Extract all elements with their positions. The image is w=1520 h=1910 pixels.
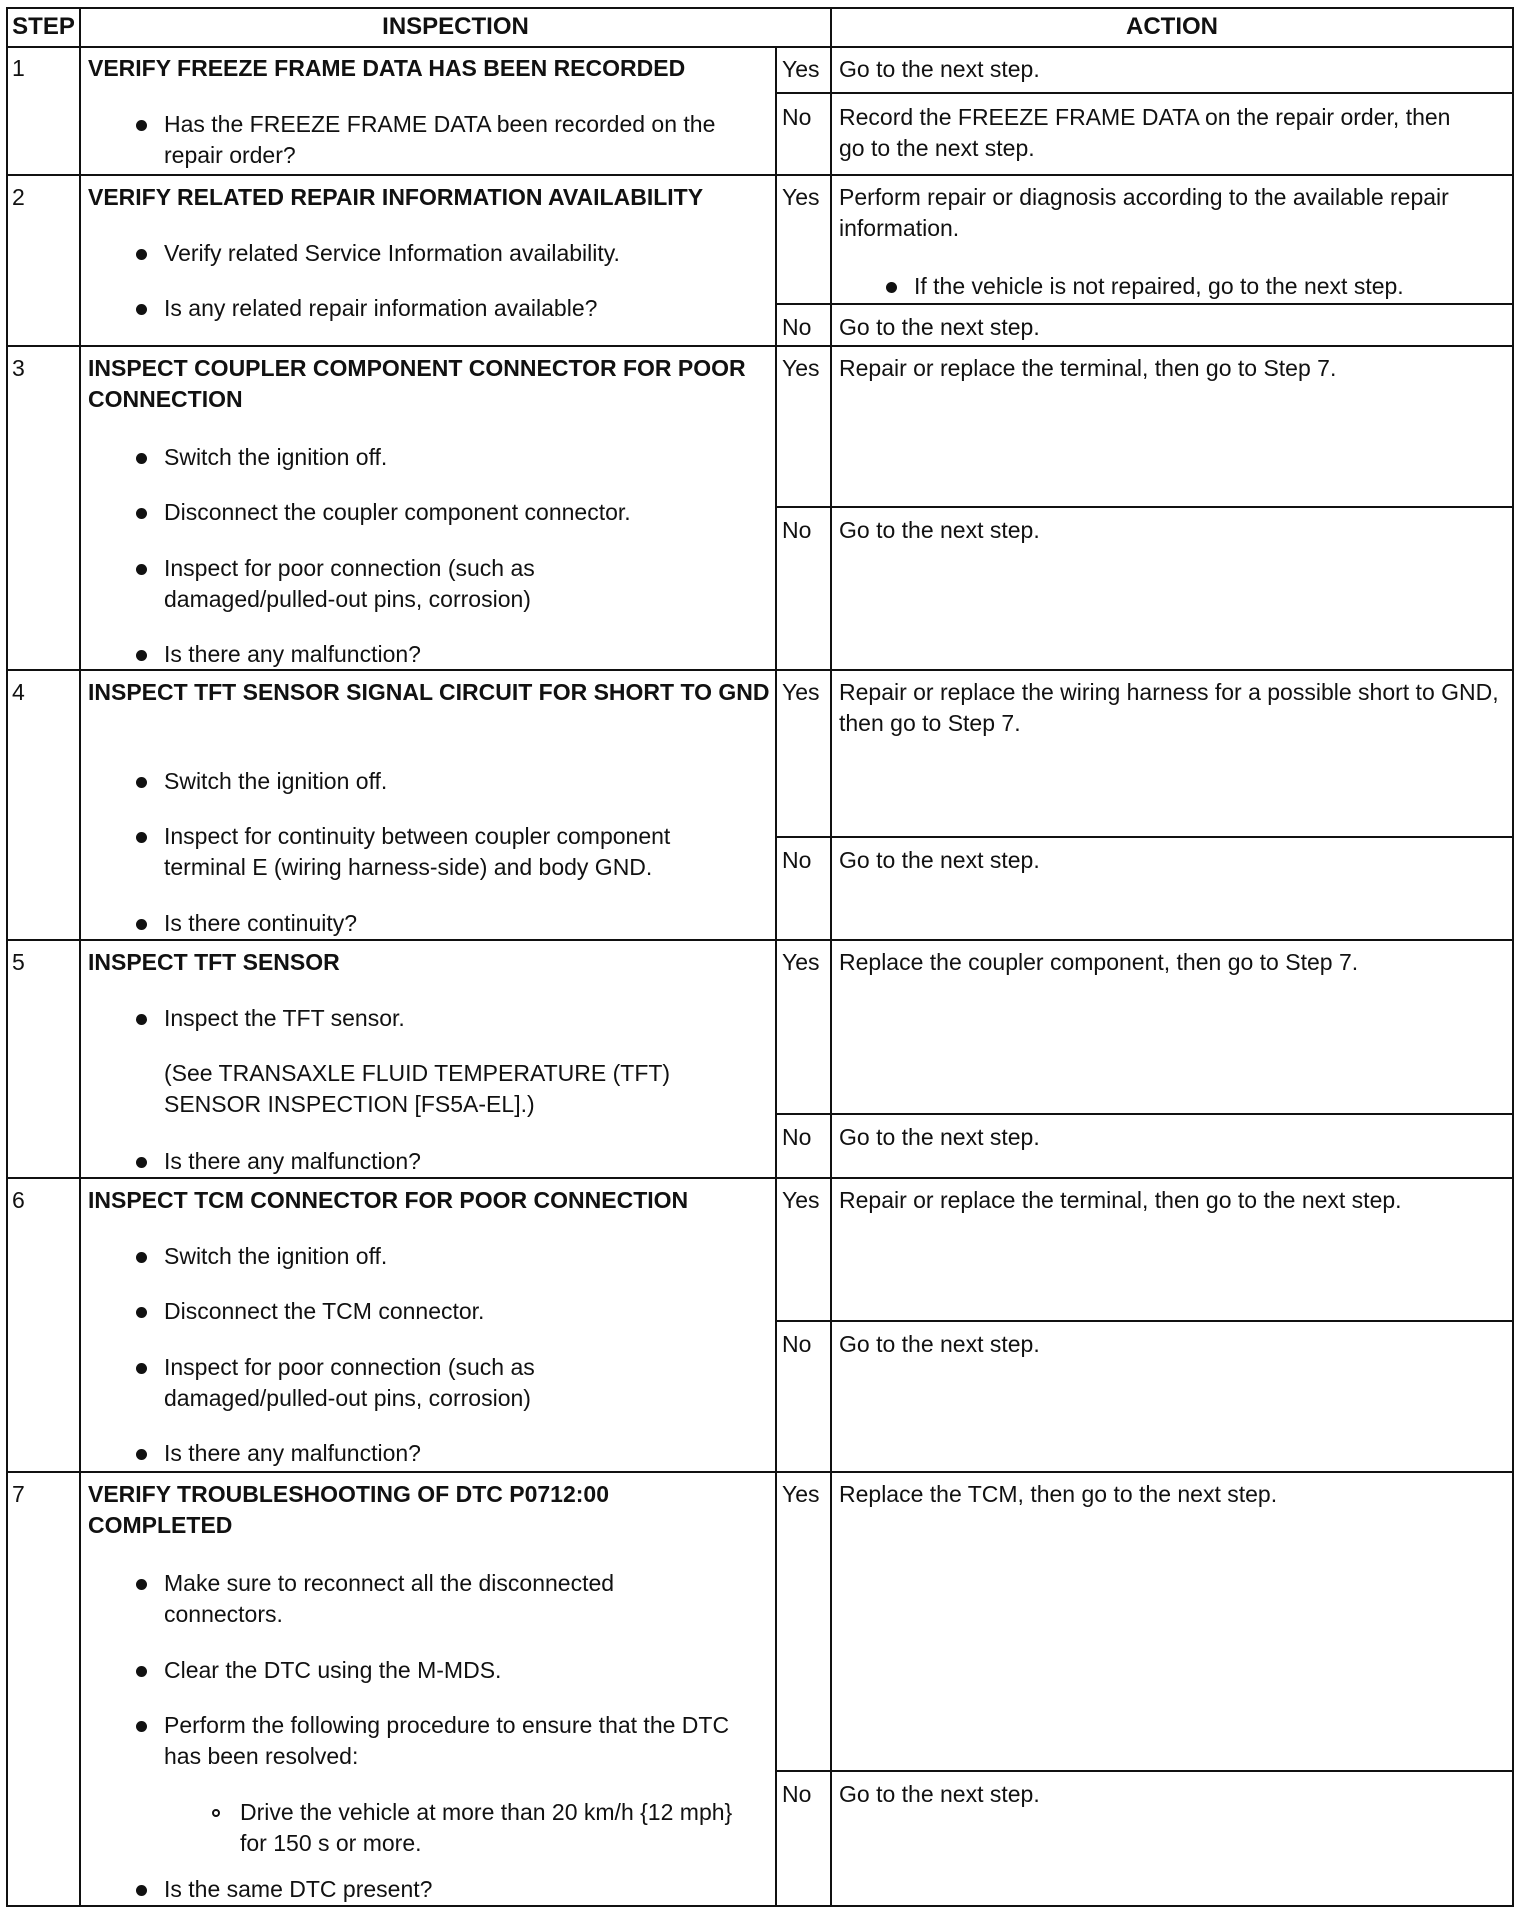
yes-no-divider bbox=[775, 1113, 1514, 1115]
inspection-note: (See TRANSAXLE FLUID TEMPERATURE (TFT) SENSOR INSPECTION [FS5A-EL].) bbox=[164, 1060, 671, 1117]
table-border-bottom bbox=[6, 1905, 1514, 1907]
inspection-item: Has the FREEZE FRAME DATA been recorded on the repair order? bbox=[164, 111, 716, 168]
bullet-icon bbox=[136, 453, 147, 464]
bullet-icon bbox=[136, 832, 147, 843]
header-inspection: INSPECTION bbox=[382, 13, 529, 40]
step-title: VERIFY TROUBLESHOOTING OF DTC P0712:00 COMPLETED bbox=[88, 1481, 610, 1538]
inspection-sub-item: Drive the vehicle at more than 20 km/h {12 mph} for 150 s or more. bbox=[240, 1799, 733, 1856]
step-title: VERIFY RELATED REPAIR INFORMATION AVAILABILITY bbox=[88, 184, 704, 210]
step-title: VERIFY FREEZE FRAME DATA HAS BEEN RECORDED bbox=[88, 55, 686, 81]
no-label: No bbox=[782, 104, 812, 130]
inspection-item: Inspect the TFT sensor. bbox=[164, 1005, 405, 1031]
no-label: No bbox=[782, 1124, 812, 1150]
yes-no-divider bbox=[775, 836, 1514, 838]
step-title: INSPECT TCM CONNECTOR FOR POOR CONNECTION bbox=[88, 1187, 689, 1213]
yes-no-divider bbox=[775, 303, 1514, 305]
bullet-icon bbox=[136, 1449, 147, 1460]
bullet-icon bbox=[136, 650, 147, 661]
yes-label: Yes bbox=[782, 184, 820, 210]
bullet-icon bbox=[136, 1579, 147, 1590]
yes-sub-action: If the vehicle is not repaired, go to the next step. bbox=[914, 273, 1404, 299]
table-border-right bbox=[1512, 7, 1514, 1907]
yes-no-divider bbox=[775, 1770, 1514, 1772]
inspection-item: Is any related repair information available? bbox=[164, 295, 598, 321]
header-step: STEP bbox=[12, 13, 75, 40]
step-column-divider bbox=[79, 7, 81, 1907]
bullet-icon bbox=[136, 777, 147, 788]
inspection-item: Verify related Service Information availability. bbox=[164, 240, 620, 266]
bullet-icon bbox=[136, 1721, 147, 1732]
yes-no-divider bbox=[775, 1320, 1514, 1322]
no-label: No bbox=[782, 517, 812, 543]
header-divider bbox=[6, 46, 1514, 48]
bullet-icon bbox=[136, 1252, 147, 1263]
yes-label: Yes bbox=[782, 679, 820, 705]
inspection-item: Is the same DTC present? bbox=[164, 1876, 433, 1902]
inspection-column-divider bbox=[775, 46, 777, 1907]
row-divider bbox=[6, 939, 1514, 941]
yes-label: Yes bbox=[782, 56, 820, 82]
step-number: 3 bbox=[12, 355, 25, 381]
bullet-icon bbox=[136, 508, 147, 519]
yes-label: Yes bbox=[782, 1481, 820, 1507]
bullet-icon bbox=[886, 282, 897, 293]
inspection-item: Inspect for continuity between coupler component terminal E (wiring harness-side) and body GND. bbox=[164, 823, 671, 880]
troubleshooting-table bbox=[6, 7, 1514, 1908]
no-action: Go to the next step. bbox=[839, 1781, 1040, 1807]
inspection-item: Is there any malfunction? bbox=[164, 1148, 421, 1174]
yes-no-divider bbox=[775, 92, 1514, 94]
yes-action: Repair or replace the terminal, then go to Step 7. bbox=[839, 355, 1337, 381]
yes-action: Go to the next step. bbox=[839, 56, 1040, 82]
bullet-icon bbox=[136, 1363, 147, 1374]
action-column-divider bbox=[830, 7, 832, 1907]
inspection-item: Make sure to reconnect all the disconnected connectors. bbox=[164, 1570, 615, 1627]
bullet-icon bbox=[136, 1307, 147, 1318]
step-number: 2 bbox=[12, 184, 25, 210]
bullet-icon bbox=[136, 1666, 147, 1677]
row-divider bbox=[6, 1471, 1514, 1473]
no-label: No bbox=[782, 1331, 812, 1357]
inspection-item: Clear the DTC using the M-MDS. bbox=[164, 1657, 502, 1683]
no-action: Go to the next step. bbox=[839, 1124, 1040, 1150]
sub-bullet-icon bbox=[212, 1809, 220, 1817]
step-number: 7 bbox=[12, 1481, 25, 1507]
bullet-icon bbox=[136, 249, 147, 260]
bullet-icon bbox=[136, 1157, 147, 1168]
no-label: No bbox=[782, 847, 812, 873]
bullet-icon bbox=[136, 1014, 147, 1025]
inspection-item: Switch the ignition off. bbox=[164, 444, 388, 470]
row-divider bbox=[6, 1177, 1514, 1179]
step-number: 4 bbox=[12, 679, 25, 705]
yes-action: Replace the TCM, then go to the next step. bbox=[839, 1481, 1278, 1507]
header-action: ACTION bbox=[1126, 13, 1218, 40]
no-action: Go to the next step. bbox=[839, 1331, 1040, 1357]
step-number: 5 bbox=[12, 949, 25, 975]
yes-action: Repair or replace the terminal, then go to the next step. bbox=[839, 1187, 1402, 1213]
step-title: INSPECT COUPLER COMPONENT CONNECTOR FOR POOR CONNECTION bbox=[88, 355, 746, 412]
step-number: 6 bbox=[12, 1187, 25, 1213]
inspection-item: Is there any malfunction? bbox=[164, 641, 421, 667]
no-action: Go to the next step. bbox=[839, 847, 1040, 873]
row-divider bbox=[6, 345, 1514, 347]
row-divider bbox=[6, 174, 1514, 176]
inspection-item: Perform the following procedure to ensure that the DTC has been resolved: bbox=[164, 1712, 730, 1769]
step-title: INSPECT TFT SENSOR bbox=[88, 949, 340, 975]
bullet-icon bbox=[136, 564, 147, 575]
inspection-item: Is there any malfunction? bbox=[164, 1440, 421, 1466]
step-title: INSPECT TFT SENSOR SIGNAL CIRCUIT FOR SHORT TO GND bbox=[88, 679, 770, 705]
no-action: Go to the next step. bbox=[839, 517, 1040, 543]
no-label: No bbox=[782, 314, 812, 340]
bullet-icon bbox=[136, 1885, 147, 1896]
no-action: Record the FREEZE FRAME DATA on the repair order, then go to the next step. bbox=[839, 104, 1451, 161]
no-action: Go to the next step. bbox=[839, 314, 1040, 340]
yes-action: Perform repair or diagnosis according to the available repair information. bbox=[839, 184, 1449, 241]
bullet-icon bbox=[136, 304, 147, 315]
table-border-left bbox=[6, 7, 8, 1907]
yes-action: Replace the coupler component, then go to Step 7. bbox=[839, 949, 1359, 975]
inspection-item: Disconnect the coupler component connector. bbox=[164, 499, 631, 525]
inspection-item: Is there continuity? bbox=[164, 910, 358, 936]
yes-no-divider bbox=[775, 506, 1514, 508]
bullet-icon bbox=[136, 120, 147, 131]
inspection-item: Inspect for poor connection (such as damaged/pulled-out pins, corrosion) bbox=[164, 555, 535, 612]
yes-label: Yes bbox=[782, 355, 820, 381]
step-number: 1 bbox=[12, 55, 25, 81]
inspection-item: Inspect for poor connection (such as damaged/pulled-out pins, corrosion) bbox=[164, 1354, 535, 1411]
inspection-item: Switch the ignition off. bbox=[164, 768, 388, 794]
yes-label: Yes bbox=[782, 949, 820, 975]
inspection-item: Switch the ignition off. bbox=[164, 1243, 388, 1269]
table-border-top bbox=[6, 7, 1514, 9]
bullet-icon bbox=[136, 919, 147, 930]
inspection-item: Disconnect the TCM connector. bbox=[164, 1298, 485, 1324]
no-label: No bbox=[782, 1781, 812, 1807]
yes-label: Yes bbox=[782, 1187, 820, 1213]
yes-action: Repair or replace the wiring harness for a possible short to GND, then go to Step 7. bbox=[839, 679, 1499, 736]
